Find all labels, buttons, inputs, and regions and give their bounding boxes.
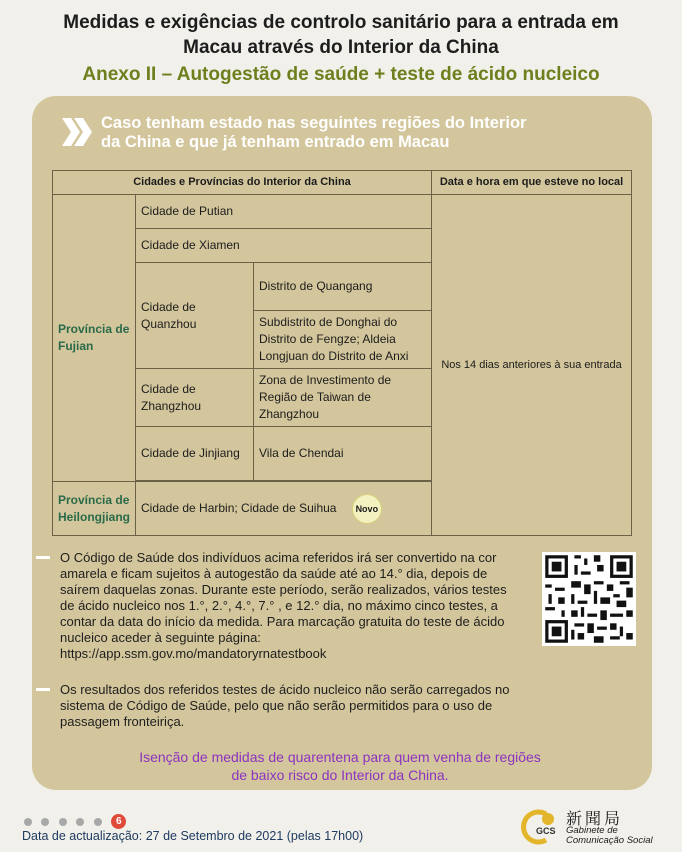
logo-portuguese-text (566, 826, 653, 846)
section-heading-line-1: Caso tenham estado nas seguintes regiões do Interior (101, 114, 527, 132)
page-dot[interactable] (76, 818, 84, 826)
current-page-badge[interactable]: 6 (111, 814, 126, 829)
para1-line: de ácido nucleico nos 1.°, 2.°, 4.°, 7.° , e 12.° dia, no máximo cinco testes, a (60, 598, 498, 613)
para1-line: O Código de Saúde dos indivíduos acima referidos irá ser convertido na cor (60, 550, 497, 565)
dash-bullet-icon (36, 556, 50, 559)
qr-code-icon[interactable] (542, 552, 636, 646)
para1-line: amarela e ficam sujeitos à autogestão da saúde até ao 14.° dia, depois de (60, 566, 488, 581)
para2-line: passagem fronteiriça. (60, 714, 185, 729)
booking-link[interactable]: https://app.ssm.gov.mo/mandatoryrnatestbook (60, 646, 327, 661)
para2-line: sistema de Código de Saúde, pelo que não serão permitidos para o uso de (60, 698, 493, 713)
para1-line: contar da data do início da medida. Para marcação gratuita do teste de ácido (60, 614, 505, 629)
page-dot[interactable] (41, 818, 49, 826)
city-quanzhou: Cidade de Quanzhou (136, 263, 254, 369)
regions-table (52, 170, 632, 536)
para1-line: nucleico aceder à seguinte página: (60, 630, 261, 645)
page-title (0, 10, 682, 60)
para2-line: Os resultados dos referidos testes de ácido nucleico não serão carregados no (60, 682, 510, 697)
district-chendai: Vila de Chendai (254, 427, 432, 481)
district-quangang: Distrito de Quangang (254, 263, 432, 311)
city-putian: Cidade de Putian (136, 195, 432, 229)
province-fujian: Província de Fujian (53, 195, 136, 482)
district-donghai: Subdistrito de Donghai do Distrito de Fengze; Aldeia Longjuan do Distrito de Anxi (254, 311, 432, 369)
new-badge: Novo (352, 494, 382, 524)
double-chevron-right-icon (60, 115, 94, 149)
title-line-1: Medidas e exigências de controlo sanitário para a entrada em (63, 12, 619, 33)
paragraph-test-results (44, 682, 544, 730)
section-heading-line-2: da China e que já tenham entrado em Macau (101, 133, 450, 151)
page-dot[interactable] (94, 818, 102, 826)
col-header-regions: Cidades e Províncias do Interior da China (53, 171, 432, 195)
table-row (53, 195, 632, 229)
city-jinjiang: Cidade de Jinjiang (136, 427, 254, 481)
annex-subtitle: Anexo II – Autogestão de saúde + teste de ácido nucleico (82, 64, 600, 85)
section-heading (101, 114, 621, 152)
note-line-1: Isenção de medidas de quarentena para quem venha de regiões (139, 749, 541, 765)
period-cell: Nos 14 dias anteriores à sua entrada (432, 195, 632, 536)
page-indicator (24, 813, 126, 827)
province-heilongjiang: Província de Heilongjiang (53, 482, 136, 536)
logo-pt-line-1: Gabinete de (566, 825, 618, 836)
city-harbin-suihua: Cidade de Harbin; Cidade de Suihua (141, 500, 337, 515)
note-line-2: de baixo risco do Interior da China. (231, 767, 449, 783)
table-header-row (53, 171, 632, 195)
heilongjiang-cities-cell (136, 482, 432, 536)
dash-bullet-icon (36, 688, 50, 691)
city-zhangzhou: Cidade de Zhangzhou (136, 369, 254, 427)
last-updated-text: Data de actualização: 27 de Setembro de 2021 (pelas 17h00) (22, 829, 364, 843)
para1-line: saírem daquelas zonas. Durante este período, serão realizados, vários testes (60, 582, 507, 597)
page-dot[interactable] (24, 818, 32, 826)
district-taiwan-zone: Zona de Investimento de Região de Taiwan de Zhangzhou (254, 369, 432, 427)
quarantine-exemption-note (80, 748, 600, 784)
logo-chinese-text: 新聞局 (566, 811, 624, 828)
city-xiamen: Cidade de Xiamen (136, 229, 432, 263)
title-line-2: Macau através do Interior da China (183, 37, 499, 58)
paragraph-health-code (44, 550, 544, 662)
logo-mark-text: GCS (536, 826, 556, 836)
logo-pt-line-2: Comunicação Social (566, 835, 653, 846)
page-dot[interactable] (59, 818, 67, 826)
col-header-datetime: Data e hora em que esteve no local (432, 171, 632, 195)
gcs-logo-icon (520, 808, 560, 846)
